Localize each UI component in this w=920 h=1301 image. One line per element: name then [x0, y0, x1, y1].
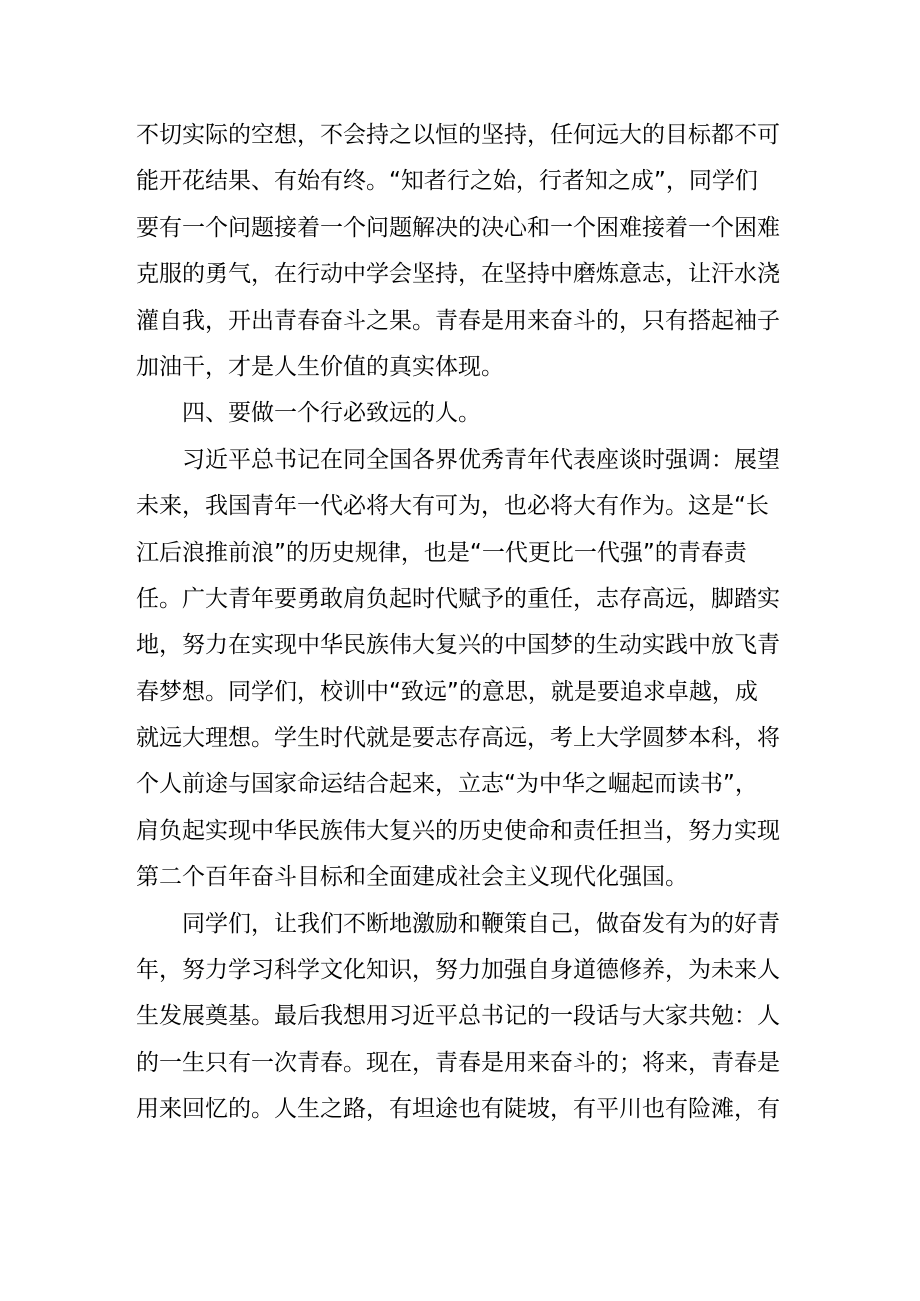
section-heading-four: [136, 390, 788, 436]
text-line: 春梦想。同学们，校训中“致远”的意思，就是要追求卓越，成: [136, 678, 758, 705]
paragraph-closing: [136, 901, 788, 1133]
text-line: 生发展奠基。最后我想用习近平总书记的一段话与大家共勉：人: [136, 1003, 780, 1030]
section-heading: 四、要做一个行必致远的人。: [182, 400, 481, 427]
text-line: 能开花结果、有始有终。“知者行之始，行者知之成”，同学们: [136, 168, 758, 195]
text-line: 克服的勇气，在行动中学会坚持，在坚持中磨炼意志，让汗水浇: [136, 261, 780, 288]
text-line: 习近平总书记在同全国各界优秀青年代表座谈时强调：展望: [182, 446, 780, 473]
document-body: [136, 112, 788, 1133]
text-line: 第二个百年奋斗目标和全面建成社会主义现代化强国。: [136, 864, 688, 891]
text-line: 江后浪推前浪”的历史规律，也是“一代更比一代强”的青春责: [136, 539, 747, 566]
text-line: 不切实际的空想，不会持之以恒的坚持，任何远大的目标都不可: [136, 122, 780, 148]
text-line: 未来，我国青年一代必将大有可为，也必将大有作为。这是“长: [136, 493, 769, 520]
text-line: 就远大理想。学生时代就是要志存高远，考上大学圆梦本科，将: [136, 725, 780, 752]
text-line: 灌自我，开出青春奋斗之果。青春是用来奋斗的，只有搭起袖子: [136, 307, 780, 334]
text-line: 地，努力在实现中华民族伟大复兴的中国梦的生动实践中放飞青: [136, 632, 780, 659]
text-line: 任。广大青年要勇敢肩负起时代赋予的重任，志存高远，脚踏实: [136, 585, 780, 612]
text-line: 同学们，让我们不断地激励和鞭策自己，做奋发有为的好青: [182, 910, 780, 937]
text-line: 年，努力学习科学文化知识，努力加强自身道德修养，为未来人: [136, 957, 780, 984]
text-line: 加油干，才是人生价值的真实体现。: [136, 353, 504, 380]
text-line: 要有一个问题接着一个问题解决的决心和一个困难接着一个困难: [136, 214, 780, 241]
text-line: 肩负起实现中华民族伟大复兴的历史使命和责任担当，努力实现: [136, 817, 780, 844]
text-line: 用来回忆的。人生之路，有坦途也有陡坡，有平川也有险滩，有: [136, 1096, 780, 1123]
paragraph-youth-responsibility: [136, 437, 788, 901]
text-line: 个人前途与国家命运结合起来，立志“为中华之崛起而读书”，: [136, 771, 758, 798]
paragraph-perseverance: [136, 112, 788, 390]
text-line: 的一生只有一次青春。现在，青春是用来奋斗的；将来，青春是: [136, 1049, 780, 1076]
